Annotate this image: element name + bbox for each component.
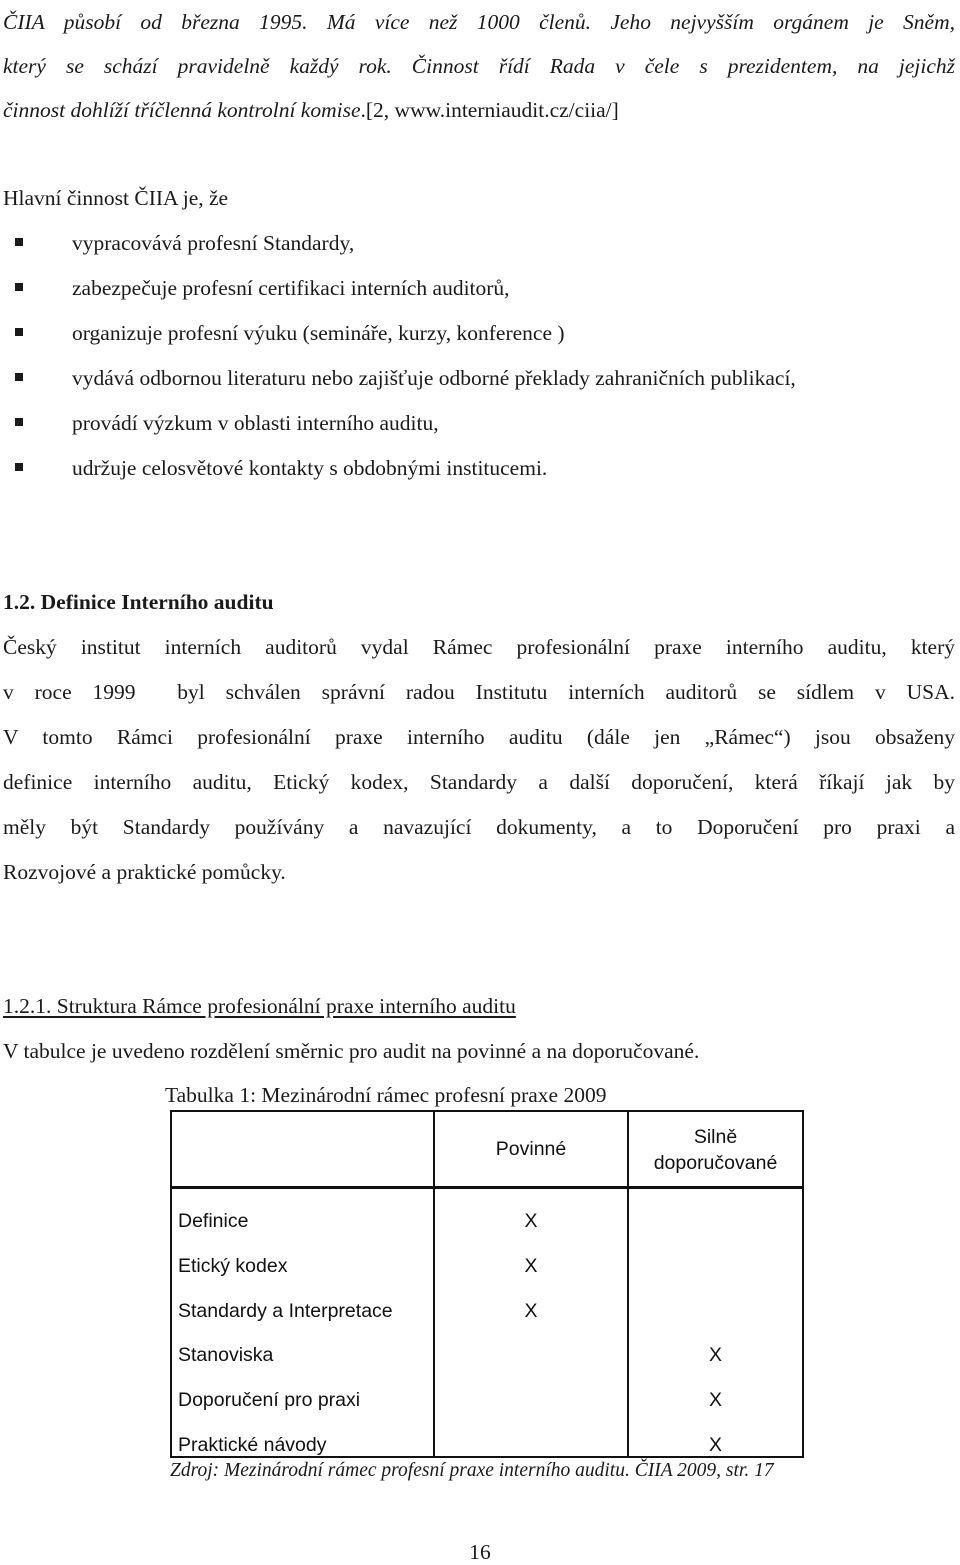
paragraph-line: V tomto Rámci profesionální praxe interního auditu (dále jen „Rámec“) jsou obsaženy [3, 725, 955, 749]
list-item [0, 266, 796, 311]
list-item-text: zabezpečuje profesní certifikaci interních auditorů, [72, 276, 510, 300]
table-row-name: Standardy a Interpretace [178, 1300, 393, 1322]
table-rule [170, 1186, 804, 1189]
bullet-square-icon [15, 283, 23, 291]
section-1-2-paragraph [3, 625, 955, 895]
section-heading-1-2: 1.2. Definice Interního auditu [3, 590, 274, 614]
bullet-square-icon [15, 418, 23, 426]
bullet-square-icon [15, 463, 23, 471]
table-row-name: Doporučení pro praxi [178, 1389, 361, 1411]
table-header-recommended-1: Silně [693, 1126, 738, 1148]
intro-line-1: ČIIA působí od března 1995. Má více než 1000 členů. Jeho nejvyšším orgánem je Sněm, [3, 10, 955, 34]
paragraph-line: v roce 1999 byl schválen správní radou Institutu interních auditorů se sídlem v USA. [3, 680, 955, 704]
table-row-mandatory: X [524, 1300, 538, 1322]
paragraph-line: definice interního auditu, Etický kodex, Standardy a další doporučení, která říkají jak by [3, 770, 955, 794]
table-header-mandatory: Povinné [495, 1138, 567, 1160]
table-caption: Tabulka 1: Mezinárodní rámec profesní praxe 2009 [165, 1083, 607, 1107]
list-item [0, 401, 796, 446]
list-item-text: organizuje profesní výuku (semináře, kurzy, konference ) [72, 321, 565, 345]
table-source: Zdroj: Mezinárodní rámec profesní praxe interního auditu. ČIIA 2009, str. 17 [170, 1460, 774, 1481]
bullet-square-icon [15, 373, 23, 381]
table-row-mandatory: X [524, 1255, 538, 1277]
intro-paragraph [3, 0, 955, 132]
activities-list [0, 221, 796, 491]
list-item [0, 311, 796, 356]
table-row-mandatory: X [524, 1210, 538, 1232]
list-item-text: provádí výzkum v oblasti interního auditu, [72, 411, 439, 435]
bullet-square-icon [15, 328, 23, 336]
page-number: 16 [469, 1540, 491, 1564]
table-row-name: Definice [178, 1210, 249, 1232]
intro-reference: .[2, www.interniaudit.cz/ciia/] [360, 98, 619, 122]
list-item-text: vydává odbornou literaturu nebo zajišťuje odborné překlady zahraničních publikací, [72, 366, 796, 390]
list-item [0, 356, 796, 401]
section-heading-1-2-1: 1.2.1. Struktura Rámce profesionální praxe interního auditu [3, 994, 516, 1018]
intro-line-3 [3, 88, 955, 132]
intro-line-3-italic: činnost dohlíží tříčlenná kontrolní komise [3, 98, 361, 122]
intro-line-2: který se schází pravidelně každý rok. Činnost řídí Rada v čele s prezidentem, na jejichž [3, 54, 955, 78]
paragraph-line: měly být Standardy používány a navazující dokumenty, a to Doporučení pro praxi a [3, 815, 955, 839]
paragraph-line: Rozvojové a praktické pomůcky. [3, 860, 286, 884]
paragraph-line: Český institut interních auditorů vydal Rámec profesionální praxe interního auditu, který [3, 635, 955, 659]
section-1-2-1-text: V tabulce je uvedeno rozdělení směrnic pro audit na povinné a na doporučované. [3, 1039, 700, 1063]
list-item [0, 446, 796, 491]
table-row-name: Etický kodex [178, 1255, 288, 1277]
bullet-square-icon [15, 238, 23, 246]
table-row-name: Praktické návody [178, 1434, 327, 1456]
table-row-recommended: X [708, 1434, 722, 1456]
list-item-text: udržuje celosvětové kontakty s obdobnými institucemi. [72, 456, 548, 480]
table-row-recommended: X [708, 1389, 722, 1411]
activities-lead: Hlavní činnost ČIIA je, že [3, 186, 229, 210]
list-item [0, 221, 796, 266]
list-item-text: vypracovává profesní Standardy, [72, 231, 355, 255]
table-header-recommended-2: doporučované [653, 1152, 778, 1174]
table-row-name: Stanoviska [178, 1344, 274, 1366]
table-row-recommended: X [708, 1344, 722, 1366]
table-rule [433, 1110, 435, 1458]
